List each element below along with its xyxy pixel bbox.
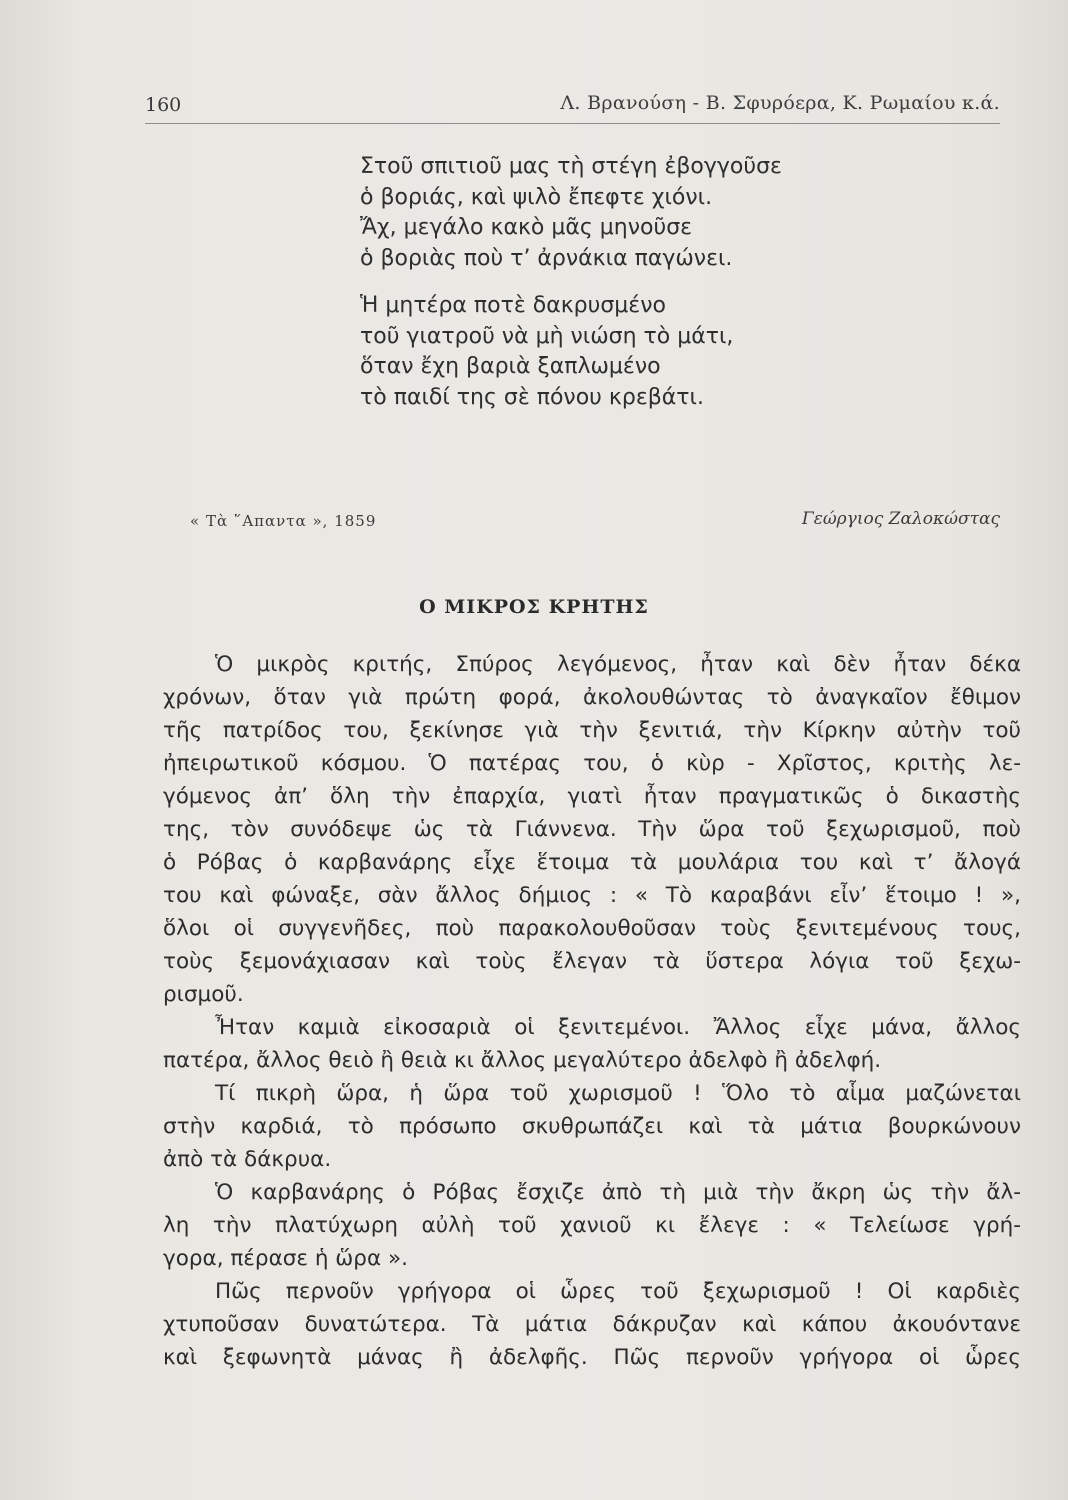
paragraph-line: Ὁ καρβανάρης ὁ Ρόβας ἔσχιζε ἀπὸ τὴ μιὰ τὴν ἄκρη ὡς τὴν ἄλ-	[215, 1180, 1021, 1205]
page-header	[145, 88, 1000, 124]
poem-line: ὅταν ἔχη βαριὰ ξαπλωμένο	[360, 354, 661, 379]
paragraph-line: τοὺς ξεμονάχιασαν καὶ τοὺς ἔλεγαν τὰ ὕστερα λόγια τοῦ ξεχω-	[163, 949, 1021, 974]
running-head: Λ. Βρανούση - Β. Σφυρόερα, Κ. Ρωμαίου κ.ά.	[560, 92, 1000, 114]
poem-stanza	[360, 152, 920, 274]
poem-line: Ἡ μητέρα ποτὲ δακρυσμένο	[360, 293, 666, 318]
poem-line: τὸ παιδί της σὲ πόνου κρεβάτι.	[360, 384, 704, 410]
paragraph-line: ὁ Ρόβας ὁ καρβανάρης εἶχε ἕτοιμα τὰ μουλάρια του καὶ τ’ ἄλογά	[163, 850, 1021, 875]
paragraph-line: του καὶ φώναξε, σὰν ἄλλος δήμιος : « Τὸ καραβάνι εἶν’ ἕτοιμο ! »,	[163, 883, 1021, 908]
paragraph-line: της, τὸν συνόδεψε ὡς τὰ Γιάννενα. Τὴν ὥρα τοῦ ξεχωρισμοῦ, ποὺ	[163, 817, 1021, 842]
poem	[360, 152, 920, 430]
paragraph-line: πατέρα, ἄλλος θειὸ ἢ θειὰ κι ἄλλος μεγαλύτερο ἀδελφὸ ἢ ἀδελφή.	[163, 1048, 882, 1073]
poem-author: Γεώργιος Ζαλοκώστας	[801, 509, 1000, 529]
paragraph-line: λη τὴν πλατύχωρη αὐλὴ τοῦ χανιοῦ κι ἔλεγε : « Τελείωσε γρή-	[163, 1213, 1021, 1238]
poem-stanza	[360, 291, 920, 413]
page-number: 160	[145, 94, 182, 116]
story-text	[163, 648, 1021, 1374]
paragraph-line: Πῶς περνοῦν γρήγορα οἱ ὧρες τοῦ ξεχωρισμοῦ ! Οἱ καρδιὲς	[215, 1279, 1021, 1304]
header-rule	[145, 123, 1000, 124]
paragraph-line: ἠπειρωτικοῦ κόσμου. Ὁ πατέρας του, ὁ κὺρ - Χρῖστος, κριτὴς λε-	[163, 751, 1021, 776]
poem-line: ὁ βοριάς, καὶ ψιλὸ ἔπεφτε χιόνι.	[360, 184, 713, 210]
paragraph-line: χτυποῦσαν δυνατώτερα. Τὰ μάτια δάκρυζαν καὶ κάπου ἀκουόντανε	[163, 1312, 1021, 1337]
story-title: Ο ΜΙΚΡΟΣ ΚΡΗΤΗΣ	[419, 596, 649, 618]
paragraph-line: Ἦταν καμιὰ εἰκοσαριὰ οἱ ξενιτεμένοι. Ἄλλος εἶχε μάνα, ἄλλος	[215, 1015, 1021, 1040]
paragraph-line: στὴν καρδιά, τὸ πρόσωπο σκυθρωπάζει καὶ τὰ μάτια βουρκώνουν	[163, 1114, 1021, 1139]
paragraph-line: γορα, πέρασε ἡ ὥρα ».	[163, 1246, 408, 1271]
paragraph-line: χρόνων, ὅταν γιὰ πρώτη φορά, ἀκολουθώντας τὸ ἀναγκαῖον ἔθιμον	[163, 685, 1021, 710]
poem-line: τοῦ γιατροῦ νὰ μὴ νιώση τὸ μάτι,	[360, 323, 734, 349]
paragraph-line: καὶ ξεφωνητὰ μάνας ἢ ἀδελφῆς. Πῶς περνοῦν γρήγορα οἱ ὧρες	[163, 1345, 1021, 1370]
paragraph-line: Ὁ μικρὸς κριτής, Σπύρος λεγόμενος, ἦταν καὶ δὲν ἦταν δέκα	[215, 652, 1021, 677]
poem-line: ὁ βοριὰς ποὺ τ’ ἀρνάκια παγώνει.	[360, 245, 733, 271]
paragraph-line: ἀπὸ τὰ δάκρυα.	[163, 1147, 332, 1172]
paragraph-line: ὅλοι οἱ συγγενῆδες, ποὺ παρακολουθοῦσαν τοὺς ξενιτεμένους τους,	[163, 916, 1021, 941]
paragraph-line: τῆς πατρίδος του, ξεκίνησε γιὰ τὴν ξενιτιά, τὴν Κίρκην αὐτὴν τοῦ	[163, 718, 1021, 743]
poem-source: « Τὰ ῞Απαντα », 1859	[190, 512, 377, 530]
paragraph-line: γόμενος ἀπ’ ὅλη τὴν ἐπαρχία, γιατὶ ἦταν πραγματικῶς ὁ δικαστὴς	[163, 784, 1021, 809]
poem-line: Στοῦ σπιτιοῦ μας τὴ στέγη ἐβογγοῦσε	[360, 154, 782, 179]
paragraph-line: ρισμοῦ.	[163, 982, 244, 1007]
poem-line: Ἄχ, μεγάλο κακὸ μᾶς μηνοῦσε	[360, 215, 693, 240]
paragraph-line: Τί πικρὴ ὥρα, ἡ ὥρα τοῦ χωρισμοῦ ! Ὅλο τὸ αἷμα μαζώνεται	[215, 1081, 1021, 1106]
